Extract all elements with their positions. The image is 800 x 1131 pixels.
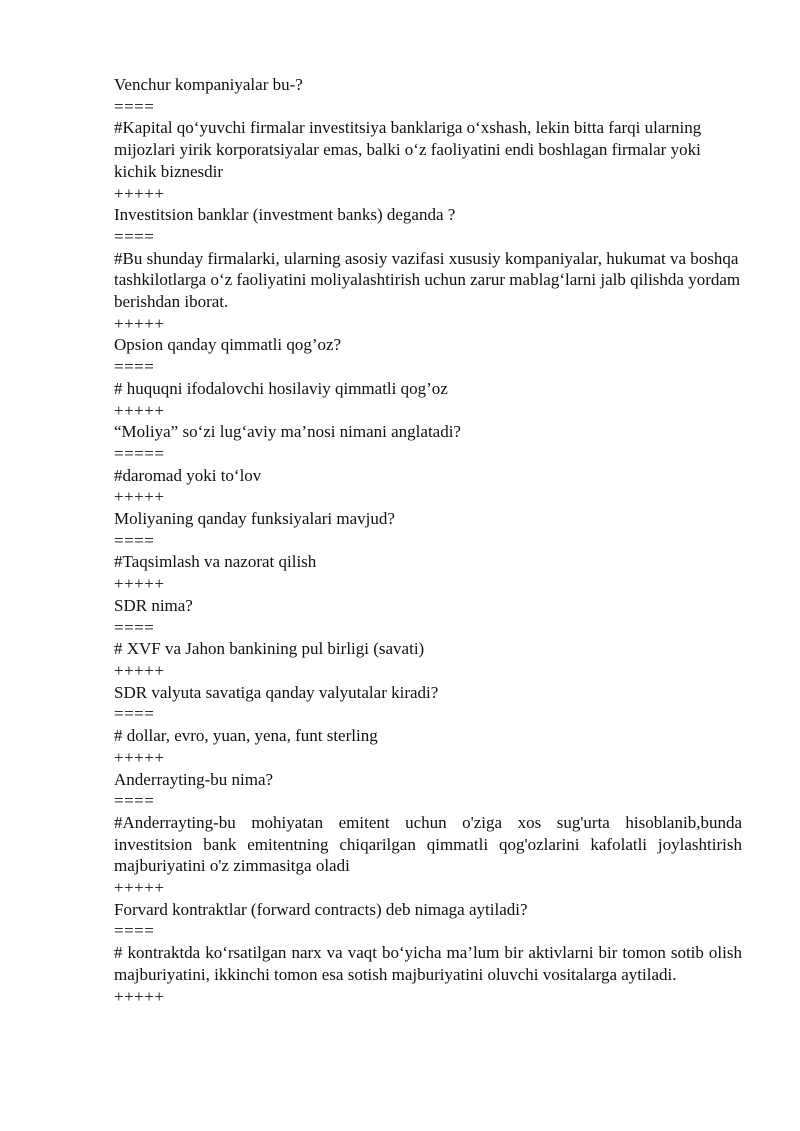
answer-text: #Anderrayting-bu mohiyatan emitent uchun o'ziga xos sug'urta hisoblanib,bunda investitsion bank emitentning chiqarilgan qimmatli qog'ozlarini kafolatli joylashtirish majburiyatini o'z zimmasitga oladi <box>114 812 742 876</box>
qa-block-7 <box>114 682 742 769</box>
end-marker: +++++ <box>114 574 165 594</box>
question-text: Moliyaning qanday funksiyalari mavjud? <box>114 509 395 529</box>
qa-block-3 <box>114 334 742 421</box>
separator-line: ==== <box>114 791 155 811</box>
answer-text: # dollar, evro, yuan, yena, funt sterling <box>114 726 378 746</box>
question-text: Anderrayting-bu nima? <box>114 769 274 789</box>
answer-text: # huquqni ifodalovchi hosilaviy qimmatli qog’oz <box>114 378 448 398</box>
document-page <box>114 74 742 1007</box>
qa-block-6 <box>114 595 742 682</box>
separator-line: ==== <box>114 96 155 116</box>
question-text: SDR valyuta savatiga qanday valyutalar kiradi? <box>114 682 439 702</box>
separator-line: ==== <box>114 704 155 724</box>
qa-block-9 <box>114 899 742 1008</box>
answer-text: #Kapital qo‘yuvchi firmalar investitsiya banklariga o‘xshash, lekin bitta farqi ularning mijozlari yirik korporatsiyalar emas, balki o‘z faoliyatini endi boshlagan firmalar yoki kichik biznesdir <box>114 118 702 181</box>
qa-block-1 <box>114 74 742 204</box>
end-marker: +++++ <box>114 660 165 680</box>
separator-line: ==== <box>114 530 155 550</box>
separator-line: ===== <box>114 443 165 463</box>
answer-text: #Bu shunday firmalarki, ularning asosiy vazifasi xususiy kompaniyalar, hukumat va boshqa tashkilotlarga o‘z faoliyatini moliyalashtirish uchun zarur mablag‘larni jalb qilishda yordam berishdan iborat. <box>114 248 741 312</box>
question-text: Venchur kompaniyalar bu-? <box>114 75 303 94</box>
question-text: Forvard kontraktlar (forward contracts) deb nimaga aytiladi? <box>114 899 528 919</box>
question-text: Investitsion banklar (investment banks) deganda ? <box>114 205 456 225</box>
answer-text: #Taqsimlash va nazorat qilish <box>114 552 317 572</box>
end-marker: +++++ <box>114 313 165 333</box>
question-text: “Moliya” so‘zi lug‘aviy ma’nosi nimani anglatadi? <box>114 422 461 442</box>
qa-block-2 <box>114 204 742 334</box>
end-marker: +++++ <box>114 986 165 1006</box>
end-marker: +++++ <box>114 183 165 203</box>
qa-block-4 <box>114 421 742 508</box>
answer-text: # kontraktda ko‘rsatilgan narx va vaqt bo‘yicha ma’lum bir aktivlarni bir tomon sotib olish majburiyatini, ikkinchi tomon esa sotish majburiyatini oluvchi vositalarga aytiladi. <box>114 943 742 984</box>
answer-text: # XVF va Jahon bankining pul birligi (savati) <box>114 639 425 659</box>
answer-text: #daromad yoki to‘lov <box>114 465 262 485</box>
end-marker: +++++ <box>114 878 165 898</box>
end-marker: +++++ <box>114 487 165 507</box>
question-text: SDR nima? <box>114 595 193 615</box>
separator-line: ==== <box>114 617 155 637</box>
end-marker: +++++ <box>114 747 165 767</box>
separator-line: ==== <box>114 921 155 941</box>
separator-line: ==== <box>114 226 155 246</box>
qa-block-8 <box>114 769 742 899</box>
end-marker: +++++ <box>114 400 165 420</box>
question-text: Opsion qanday qimmatli qog’oz? <box>114 335 342 355</box>
qa-block-5 <box>114 508 742 595</box>
separator-line: ==== <box>114 357 155 377</box>
